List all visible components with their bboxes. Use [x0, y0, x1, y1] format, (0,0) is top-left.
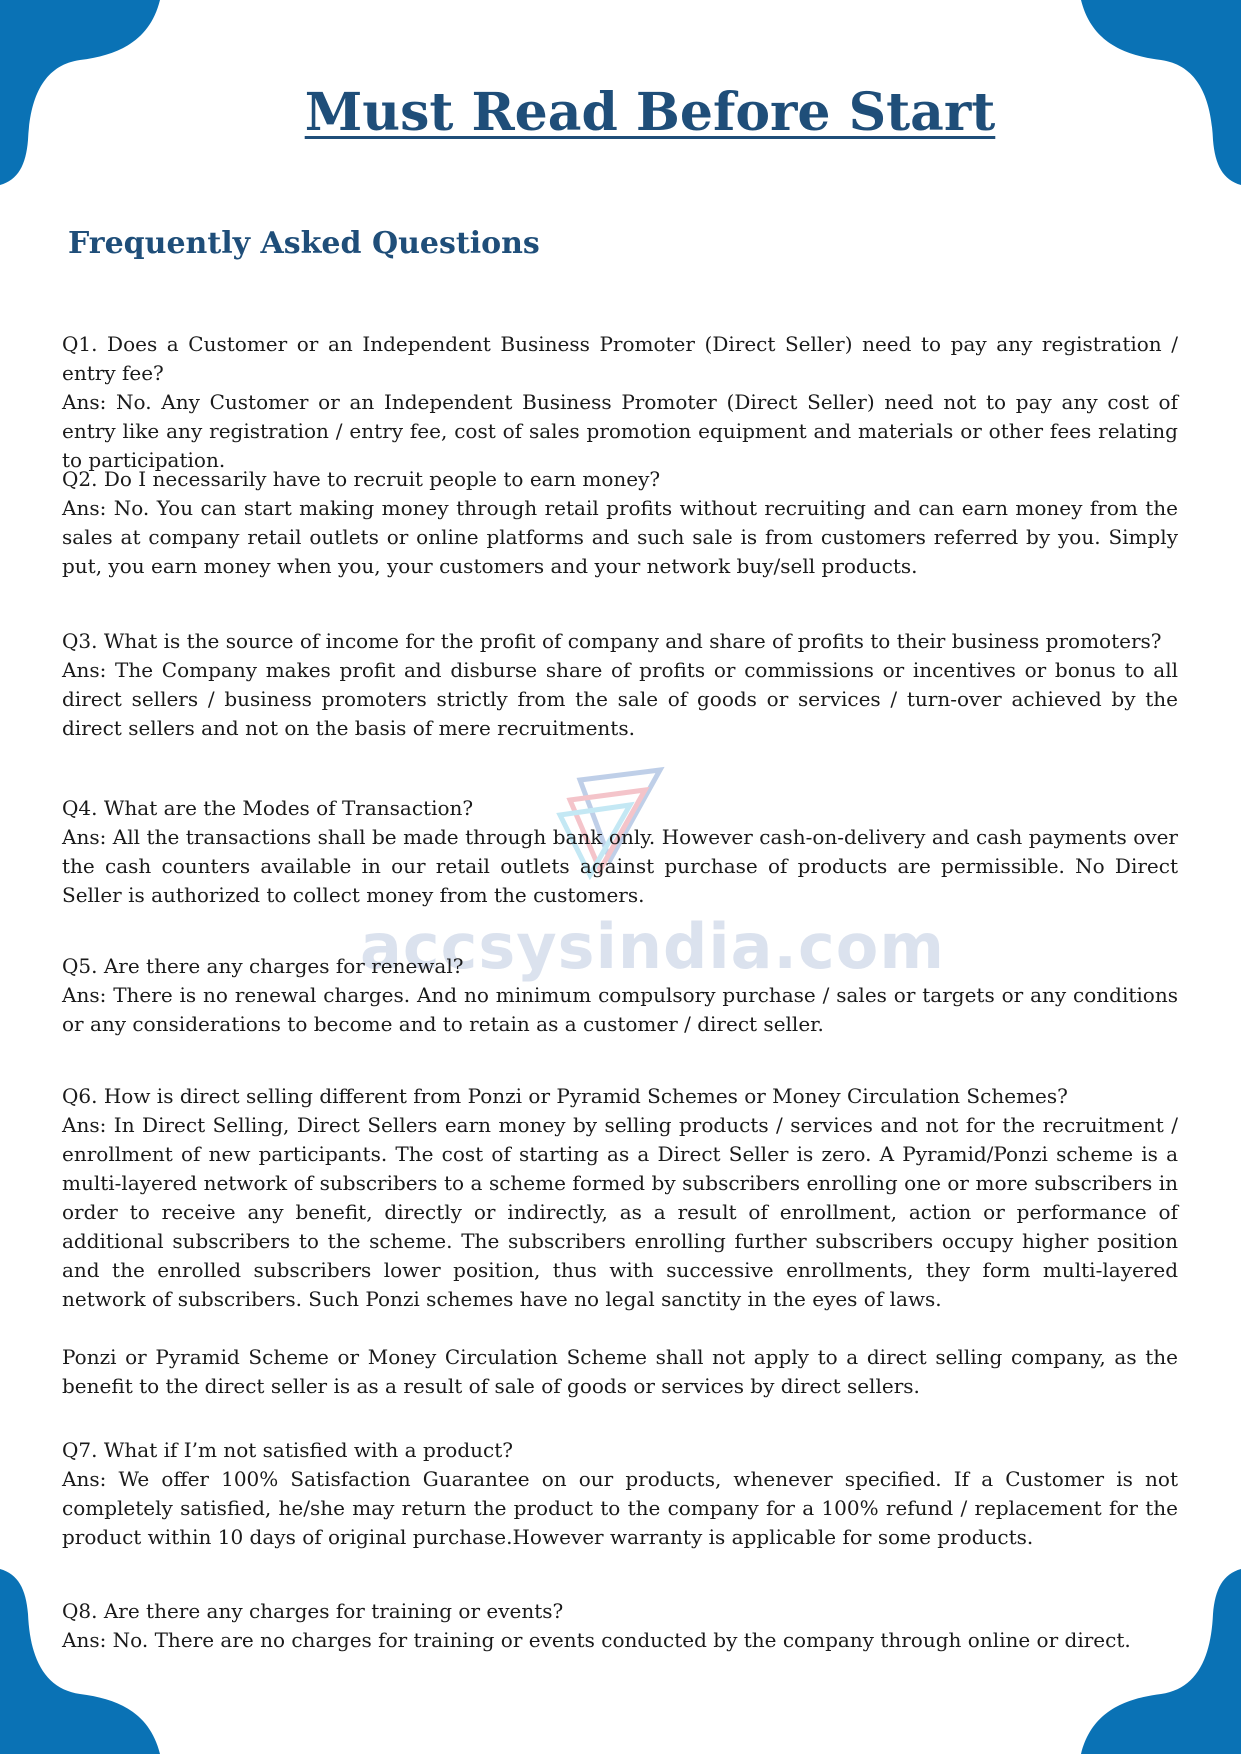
faq-answer: Ans: No. Any Customer or an Independent Business Promoter (Direct Seller) need not to pay any cost of entry like any registration / entry fee, cost of sales promotion equipment and materials or other fees relating to participation.: [62, 390, 1178, 472]
faq-answer: Ans: There is no renewal charges. And no minimum compulsory purchase / sales or targets or any conditions or any considerations to become and to retain as a customer / direct seller.: [62, 983, 1178, 1036]
faq-answer: Ans: No. You can start making money through retail profits without recruiting and can earn money from the sales at company retail outlets or online platforms and such sale is from customers referred by you. Simply put, you earn money when you, your customers and your network buy/sell products.: [62, 496, 1178, 578]
faq-answer: Ans: All the transactions shall be made through bank only. However cash-on-delivery and cash payments over the cash counters available in our retail outlets against purchase of products are permissible. No Direct Seller is authorized to collect money from the customers.: [62, 825, 1178, 907]
faq-answer: Ans: No. There are no charges for training or events conducted by the company through online or direct.: [62, 1628, 1131, 1652]
faq-question: Q5. Are there any charges for renewal?: [62, 954, 464, 978]
faq-item-4: [62, 794, 1178, 910]
faq-answer: Ans: In Direct Selling, Direct Sellers earn money by selling products / services and not for the recruitment / enrollment of new participants. The cost of starting as a Direct Seller is zero. A Pyramid/Ponzi scheme is a multi-layered network of subscribers to a scheme formed by subscribers enrolling one or more subscribers in order to receive any benefit, directly or indirectly, as a result of enrollment, action or performance of additional subscribers to the scheme. The subscribers enrolling further subscribers occupy higher position and the enrolled subscribers lower position, thus with successive enrollments, they form multi-layered network of subscribers. Such Ponzi schemes have no legal sanctity in the eyes of laws.: [62, 1113, 1178, 1311]
faq-question: Q1. Does a Customer or an Independent Business Promoter (Direct Seller) need to pay any registration / entry fee?: [62, 332, 1178, 385]
faq-item-3: [62, 627, 1178, 743]
section-heading: Frequently Asked Questions: [68, 226, 540, 261]
watermark-text: accsysindia.com: [360, 910, 945, 983]
faq-item-1: [62, 330, 1178, 475]
faq-item-5: [62, 952, 1178, 1039]
faq-question: Q4. What are the Modes of Transaction?: [62, 796, 474, 820]
faq-item-7: [62, 1436, 1178, 1552]
faq-item-8: [62, 1597, 1178, 1655]
faq-question: Q7. What if I’m not satisfied with a product?: [62, 1438, 513, 1462]
faq-item-6: [62, 1082, 1178, 1401]
faq-question: Q3. What is the source of income for the profit of company and share of profits to their business promoters?: [62, 629, 1162, 653]
faq-answer-extra: Ponzi or Pyramid Scheme or Money Circulation Scheme shall not apply to a direct selling company, as the benefit to the direct seller is as a result of sale of goods or services by direct sellers.: [62, 1345, 1178, 1398]
faq-item-2: [62, 465, 1178, 581]
page-title: Must Read Before Start: [304, 82, 996, 143]
faq-answer: Ans: The Company makes profit and disburse share of profits or commissions or incentives or bonus to all direct sellers / business promoters strictly from the sale of goods or services / turn-over achieved by the direct sellers and not on the basis of mere recruitments.: [62, 658, 1178, 740]
faq-question: Q8. Are there any charges for training or events?: [62, 1599, 564, 1623]
faq-answer: Ans: We offer 100% Satisfaction Guarantee on our products, whenever specified. If a Customer is not completely satisfied, he/she may return the product to the company for a 100% refund / replacement for the product within 10 days of original purchase.However warranty is applicable for some products.: [62, 1467, 1178, 1549]
faq-question: Q2. Do I necessarily have to recruit people to earn money?: [62, 467, 661, 491]
faq-question: Q6. How is direct selling different from Ponzi or Pyramid Schemes or Money Circulation Schemes?: [62, 1084, 1068, 1108]
